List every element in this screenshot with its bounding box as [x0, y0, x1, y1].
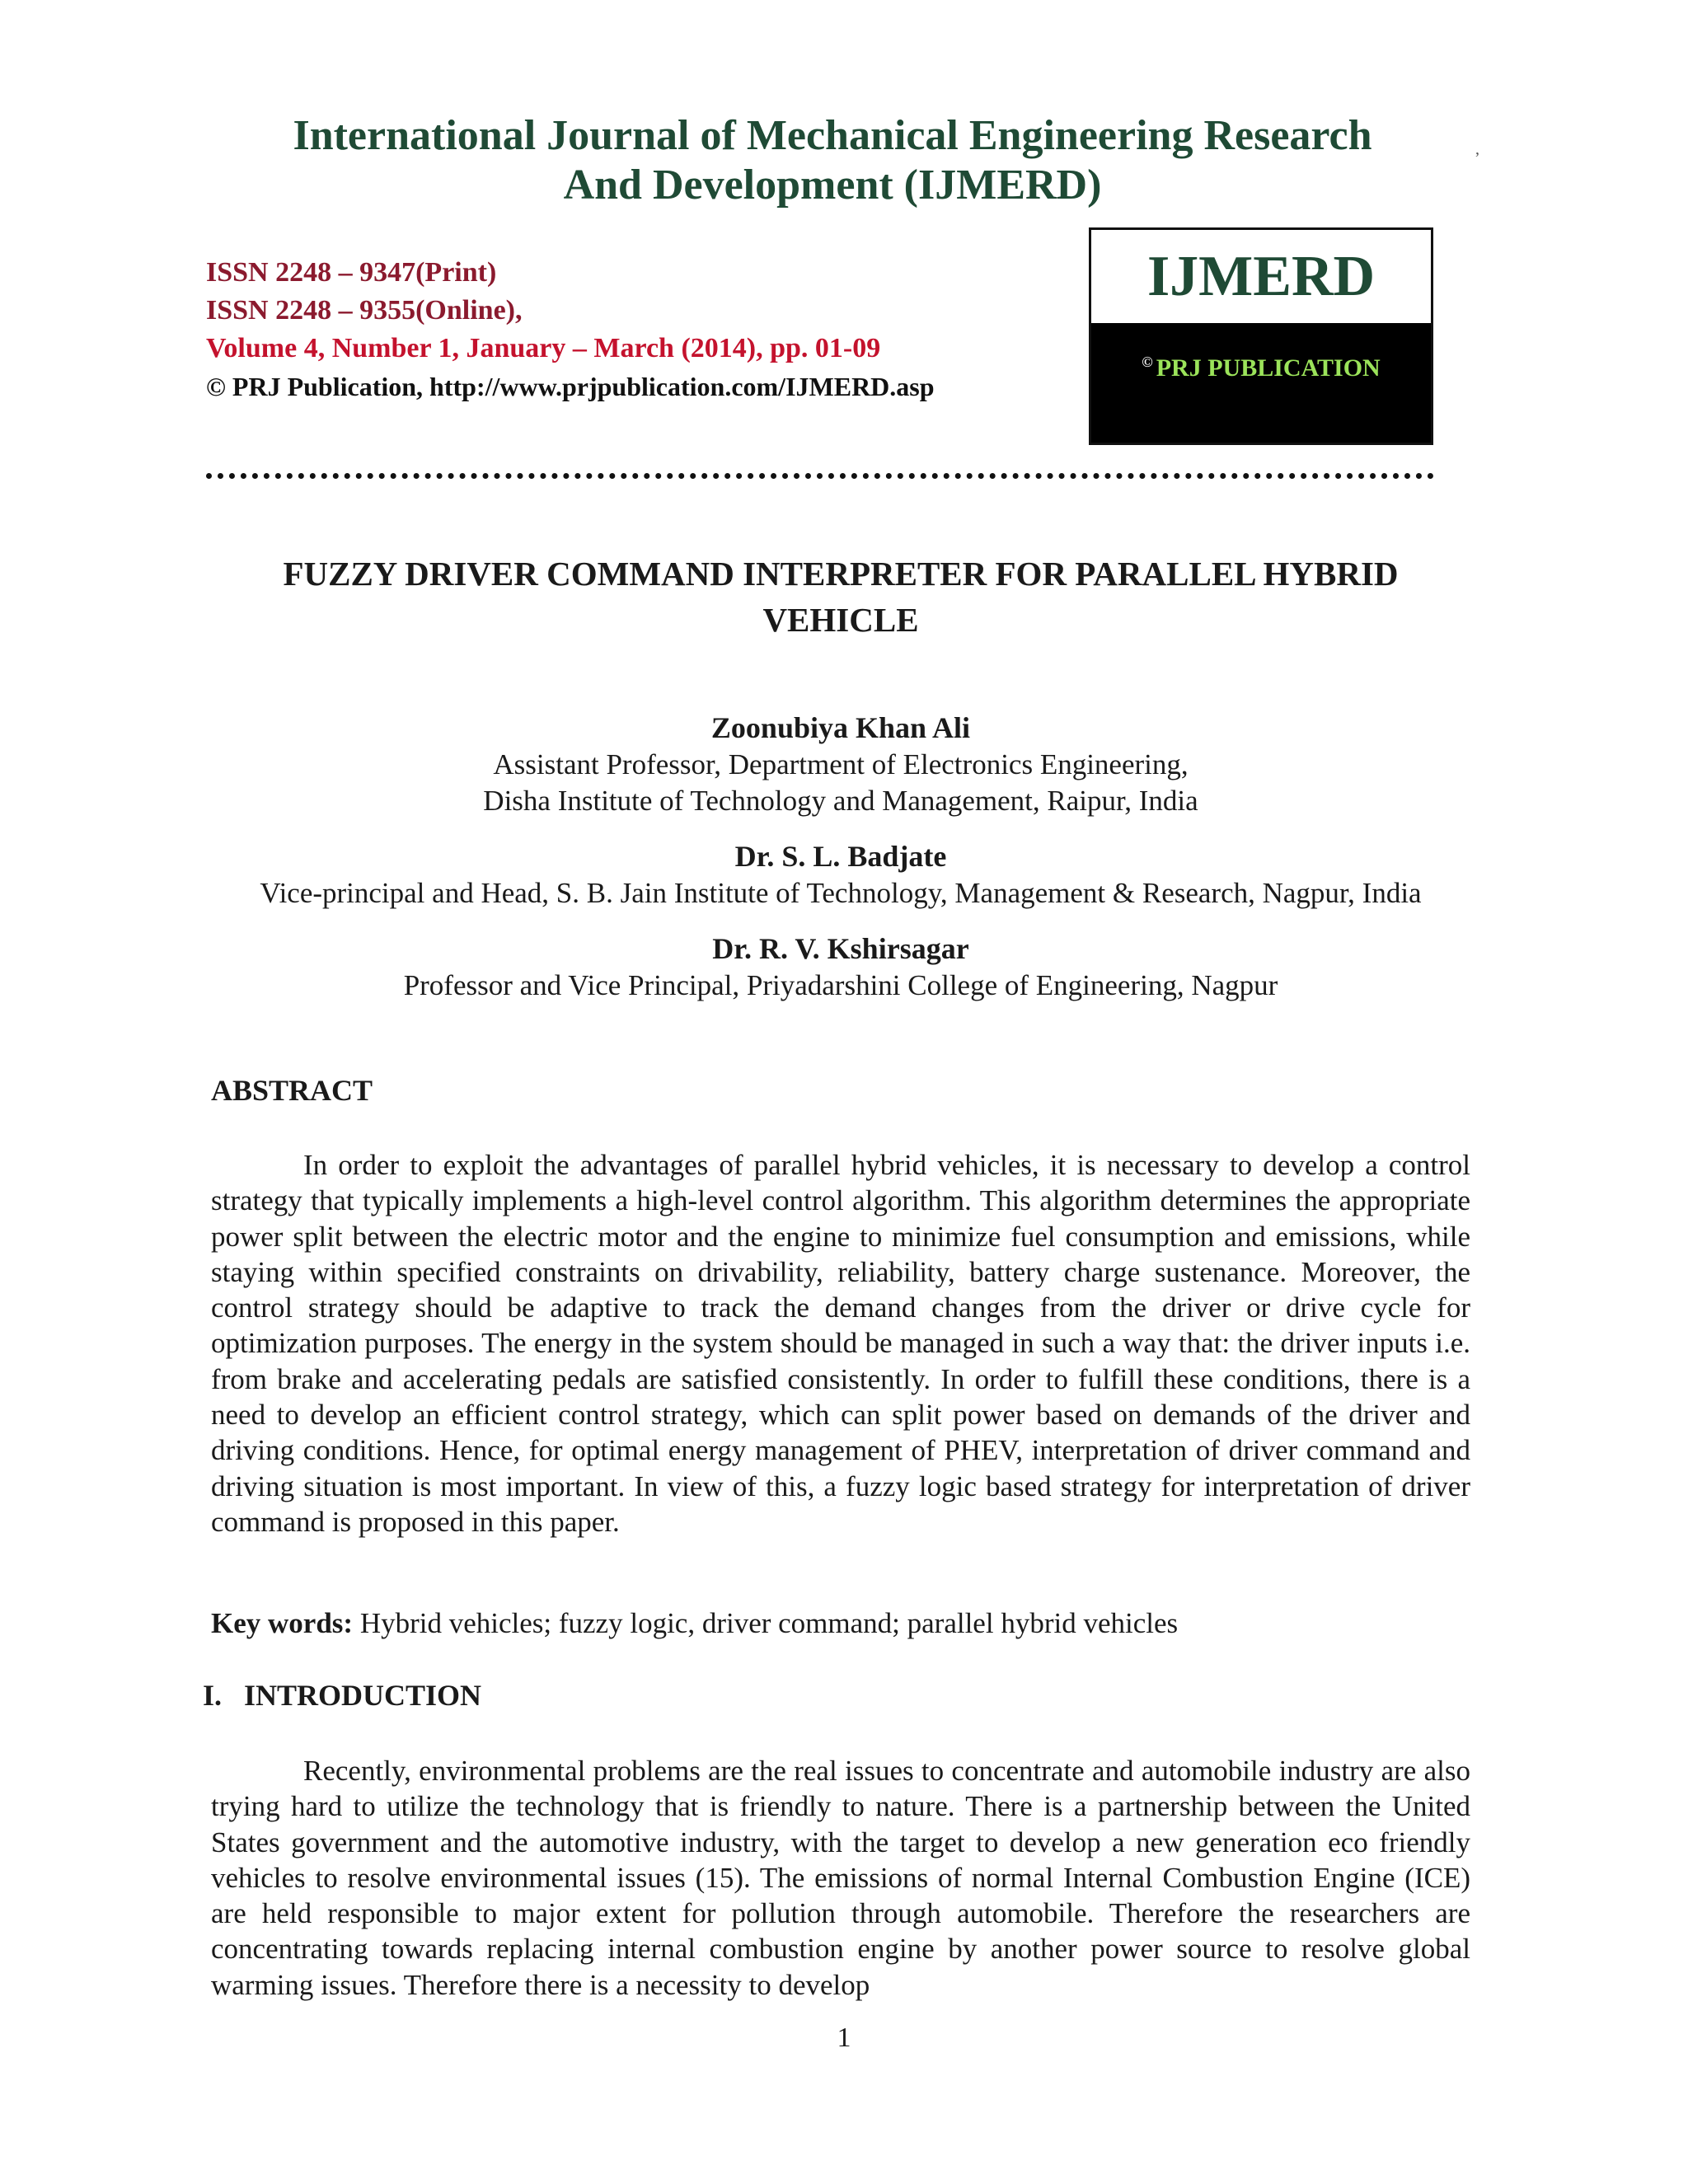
issn-online: ISSN 2248 – 9355(Online), — [206, 295, 523, 326]
author-name: Dr. R. V. Kshirsagar — [712, 932, 969, 965]
abstract-heading: ABSTRACT — [211, 1074, 373, 1107]
author-affiliation: Vice-principal and Head, S. B. Jain Institute of Technology, Management & Research, Nagpur, India — [260, 877, 1422, 909]
journal-title — [206, 111, 1459, 210]
author-affiliation: Assistant Professor, Department of Electronics Engineering, — [493, 748, 1189, 780]
introduction-body — [211, 1753, 1470, 2003]
keywords-label: Key words: — [211, 1607, 354, 1639]
logo-publisher-name: PRJ PUBLICATION — [1156, 354, 1381, 382]
logo-publisher — [1091, 354, 1431, 382]
copyright-icon: © — [1142, 354, 1153, 370]
author-list — [165, 709, 1517, 1004]
publication-link[interactable]: © PRJ Publication, http://www.prjpublication.com/IJMERD.asp — [206, 372, 935, 401]
journal-logo — [1089, 227, 1433, 445]
abstract-text: In order to exploit the advantages of parallel hybrid vehicles, it is necessary to develop a control strategy that typically implements a high-level control algorithm. This algorithm determines the appropriate power split between the electric motor and the engine to minimize fuel consumption and emissions, while staying within specified constraints on drivability, reliability, battery charge sustenance. Moreover, the control strategy should be adaptive to track the demand changes from the driver or drive cycle for optimization purposes. The energy in the system should be managed in such a way that: the driver inputs i.e. from brake and accelerating pedals are satisfied consistently. In order to fulfill these conditions, there is a need to develop an efficient control strategy, which can split power based on demands of the driver and driving conditions. Hence, for optimal energy management of PHEV, interpretation of driver command and driving situation is most important. In view of this, a fuzzy logic based strategy for interpretation of driver command is proposed in this paper. — [211, 1149, 1470, 1538]
section-title: INTRODUCTION — [244, 1679, 482, 1712]
keywords-text: Hybrid vehicles; fuzzy logic, driver command; parallel hybrid vehicles — [359, 1607, 1179, 1639]
corner-mark: , — [1475, 140, 1479, 158]
introduction-text: Recently, environmental problems are the real issues to concentrate and automobile industry are also trying hard to utilize the technology that is friendly to nature. There is a partnership between the United States government and the automotive industry, with the target to develop a new generation eco friendly vehicles to resolve environmental issues (15). The emissions of normal Internal Combustion Engine (ICE) are held responsible to major extent for pollution through automobile. Therefore the researchers are concentrating towards replacing internal combustion engine by another power source to resolve global warming issues. Therefore there is a necessity to develop — [211, 1755, 1470, 2001]
abstract-body — [211, 1147, 1470, 1540]
header-divider — [206, 473, 1434, 479]
issn-block — [206, 254, 935, 405]
author-affiliation: Professor and Vice Principal, Priyadarshini College of Engineering, Nagpur — [403, 969, 1278, 1001]
paper-title-line1: FUZZY DRIVER COMMAND INTERPRETER FOR PARALLEL HYBRID — [283, 555, 1399, 593]
journal-title-line2: And Development (IJMERD) — [563, 162, 1102, 209]
logo-text: IJMERD — [1091, 230, 1431, 323]
issn-print: ISSN 2248 – 9347(Print) — [206, 257, 497, 288]
section-number: I. — [203, 1679, 223, 1712]
author-name: Dr. S. L. Badjate — [734, 840, 947, 873]
author-name: Zoonubiya Khan Ali — [710, 711, 971, 744]
keywords — [211, 1607, 1178, 1640]
page-number: 1 — [837, 2022, 851, 2053]
author-affiliation: Disha Institute of Technology and Management, Raipur, India — [483, 785, 1198, 817]
journal-title-line1: International Journal of Mechanical Engineering Research — [293, 112, 1372, 159]
volume-info: Volume 4, Number 1, January – March (2014), pp. 01-09 — [206, 333, 881, 363]
paper-title — [206, 551, 1475, 643]
paper-title-line2: VEHICLE — [762, 601, 919, 639]
section-heading-introduction — [203, 1678, 481, 1713]
